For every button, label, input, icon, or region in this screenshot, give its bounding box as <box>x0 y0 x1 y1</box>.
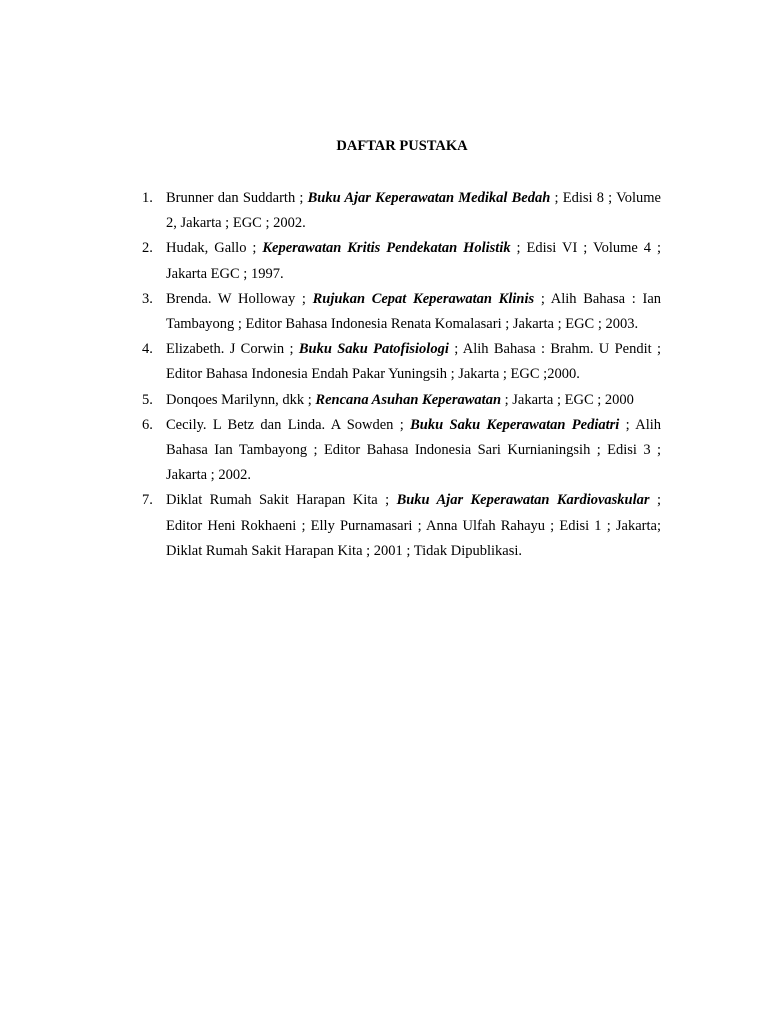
reference-item <box>142 236 661 286</box>
reference-authors: Cecily. L Betz dan Linda. A Sowden ; <box>166 416 411 433</box>
page-title: DAFTAR PUSTAKA <box>336 138 468 154</box>
reference-item <box>142 488 661 564</box>
reference-authors: Hudak, Gallo ; <box>166 240 263 257</box>
reference-number: 4. <box>142 341 153 358</box>
reference-authors: Donqoes Marilynn, dkk ; <box>166 391 316 408</box>
reference-item <box>142 337 661 387</box>
reference-authors: Diklat Rumah Sakit Harapan Kita ; <box>166 492 397 509</box>
reference-item <box>142 413 661 489</box>
reference-details: ; Alih Bahasa : Ian Tambayong ; Editor Bahasa Indonesia Renata Komalasari ; Jakarta ; EGC ; 2003. <box>166 290 661 333</box>
reference-details: ; Jakarta ; EGC ; 2000 <box>501 391 634 408</box>
reference-number: 2. <box>142 240 153 257</box>
reference-authors: Elizabeth. J Corwin ; <box>166 341 299 358</box>
reference-details: ; Edisi VI ; Volume 4 ; Jakarta EGC ; 1997. <box>166 240 661 282</box>
reference-book-title: Buku Saku Keperawatan Pediatri <box>410 416 620 433</box>
reference-number: 7. <box>142 492 153 509</box>
reference-item <box>142 287 661 337</box>
reference-number: 6. <box>142 416 153 433</box>
reference-item <box>142 186 661 236</box>
reference-details: ; Editor Heni Rokhaeni ; Elly Purnamasari ; Anna Ulfah Rahayu ; Edisi 1 ; Jakarta; Diklat Rumah Sakit Harapan Kita ; 2001 ; Tidak Dipublikasi. <box>166 492 661 559</box>
reference-details: ; Alih Bahasa : Brahm. U Pendit ; Editor Bahasa Indonesia Endah Pakar Yuningsih ; Jakarta ; EGC ;2000. <box>166 341 661 383</box>
reference-book-title: Buku Ajar Keperawatan Medikal Bedah <box>307 190 551 206</box>
reference-book-title: Rujukan Cepat Keperawatan Klinis <box>312 290 535 307</box>
reference-details: ; Alih Bahasa Ian Tambayong ; Editor Bahasa Indonesia Sari Kurnianingsih ; Edisi 3 ; Jakarta ; 2002. <box>166 416 661 484</box>
reference-number: 1. <box>142 190 153 206</box>
reference-item <box>142 388 661 413</box>
reference-details: ; Edisi 8 ; Volume 2, Jakarta ; EGC ; 2002. <box>166 190 661 232</box>
reference-list <box>142 186 661 564</box>
reference-number: 3. <box>142 290 153 307</box>
reference-authors: Brunner dan Suddarth ; <box>166 190 308 206</box>
reference-book-title: Rencana Asuhan Keperawatan <box>315 391 502 408</box>
reference-book-title: Buku Saku Patofisiologi <box>298 341 449 358</box>
reference-book-title: Buku Ajar Keperawatan Kardiovaskular <box>396 492 650 509</box>
reference-authors: Brenda. W Holloway ; <box>166 290 313 307</box>
reference-number: 5. <box>142 391 153 408</box>
reference-book-title: Keperawatan Kritis Pendekatan Holistik <box>262 240 511 257</box>
